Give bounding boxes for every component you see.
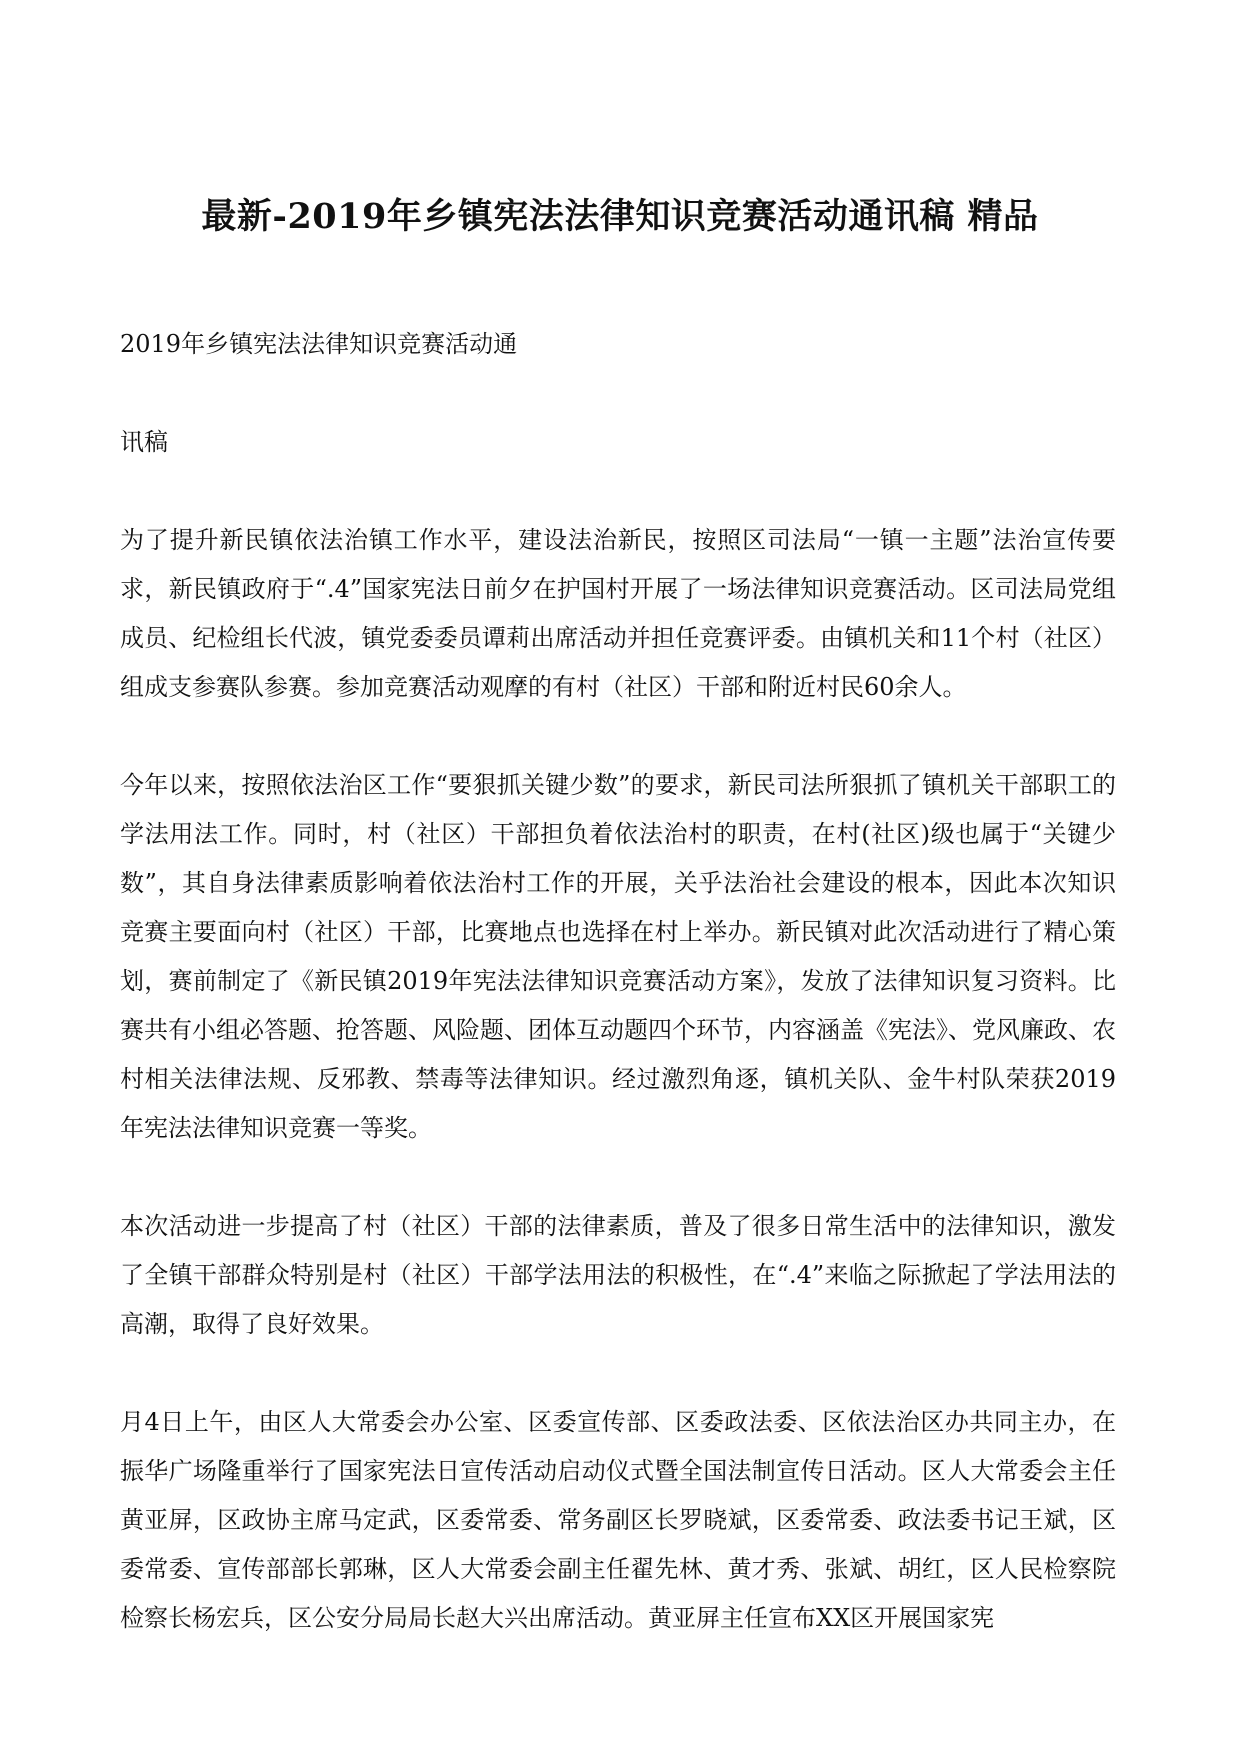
subtitle-line-2: 讯稿: [120, 428, 168, 456]
document-body: [120, 320, 1116, 1692]
document-title: 最新-2019年乡镇宪法法律知识竞赛活动通讯稿 精品: [201, 196, 1039, 237]
paragraph-3: 本次活动进一步提高了村（社区）干部的法律素质，普及了很多日常生活中的法律知识，激发了全镇干部群众特别是村（社区）干部学法用法的积极性，在“.4”来临之际掀起了学法用法的高潮，取得了良好效果。: [120, 1212, 1116, 1338]
paragraph-2: 今年以来，按照依法治区工作“要狠抓关键少数”的要求，新民司法所狠抓了镇机关干部职工的学法用法工作。同时，村（社区）干部担负着依法治村的职责，在村(社区)级也属于“关键少数”，其自身法律素质影响着依法治村工作的开展，关乎法治社会建设的根本，因此本次知识竞赛主要面向村（社区）干部，比赛地点也选择在村上举办。新民镇对此次活动进行了精心策划，赛前制定了《新民镇2019年宪法法律知识竞赛活动方案》，发放了法律知识复习资料。比赛共有小组必答题、抢答题、风险题、团体互动题四个环节，内容涵盖《宪法》、党风廉政、农村相关法律法规、反邪教、禁毒等法律知识。经过激烈角逐，镇机关队、金牛村队荣获2019年宪法法律知识竞赛一等奖。: [120, 771, 1116, 1142]
paragraph-1: 为了提升新民镇依法治镇工作水平，建设法治新民，按照区司法局“一镇一主题”法治宣传要求，新民镇政府于“.4”国家宪法日前夕在护国村开展了一场法律知识竞赛活动。区司法局党组成员、纪检组长代波，镇党委委员谭莉出席活动并担任竞赛评委。由镇机关和11个村（社区）组成支参赛队参赛。参加竞赛活动观摩的有村（社区）干部和附近村民60余人。: [120, 526, 1116, 701]
paragraph-4: 月4日上午，由区人大常委会办公室、区委宣传部、区委政法委、区依法治区办共同主办，在振华广场隆重举行了国家宪法日宣传活动启动仪式暨全国法制宣传日活动。区人大常委会主任黄亚屏，区政协主席马定武，区委常委、常务副区长罗晓斌，区委常委、政法委书记王斌，区委常委、宣传部部长郭琳，区人大常委会副主任翟先林、黄才秀、张斌、胡红，区人民检察院检察长杨宏兵，区公安分局局长赵大兴出席活动。黄亚屏主任宣布XX区开展国家宪: [120, 1408, 1116, 1632]
subtitle-line-1: 2019年乡镇宪法法律知识竞赛活动通: [120, 330, 518, 358]
